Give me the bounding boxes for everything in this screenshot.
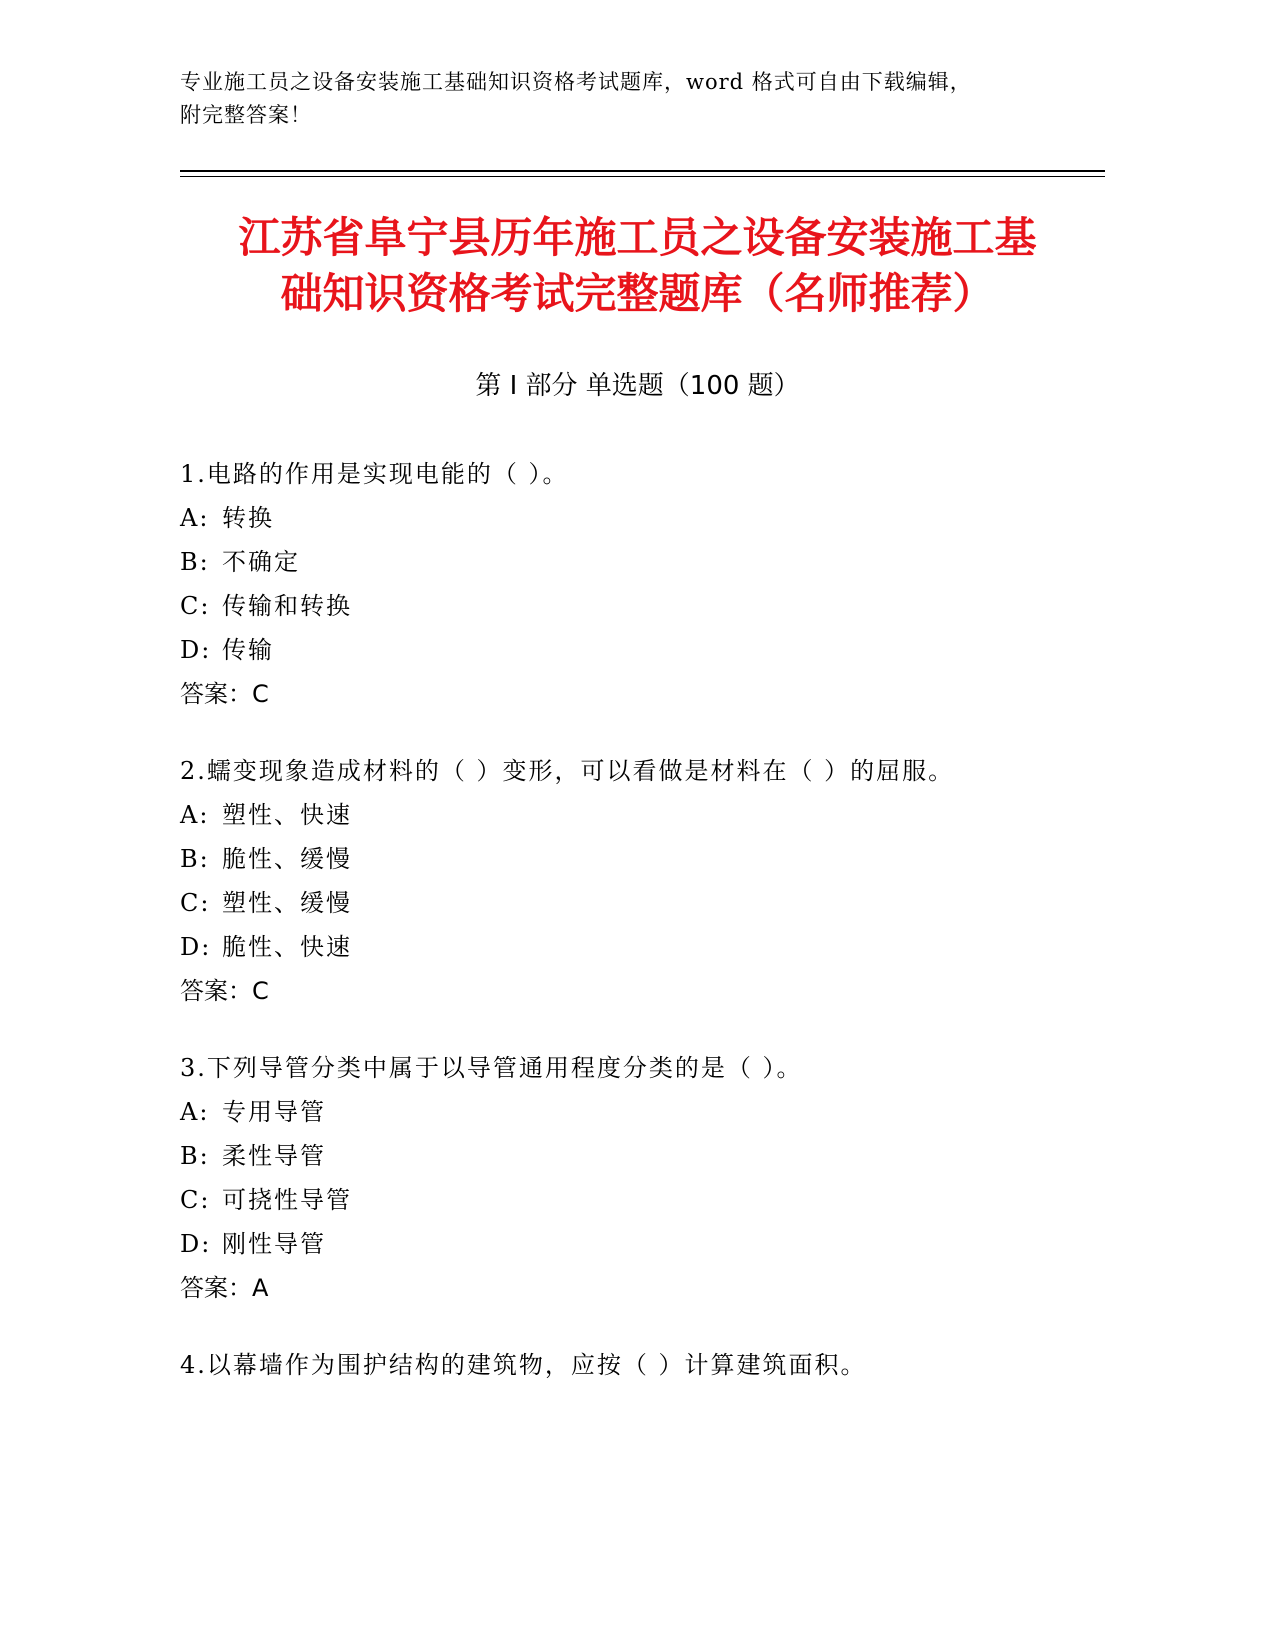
option-d bbox=[180, 628, 1120, 672]
option-key: B: bbox=[180, 845, 210, 873]
option-a bbox=[180, 496, 1120, 540]
option-a bbox=[180, 1090, 1120, 1134]
option-key: B: bbox=[180, 548, 210, 576]
header-divider-thick bbox=[180, 170, 1105, 172]
option-key: A: bbox=[180, 801, 210, 829]
option-key: D: bbox=[180, 933, 212, 961]
question-stem: 2.蠕变现象造成材料的（ ）变形，可以看做是材料在（ ）的屈服。 bbox=[180, 757, 955, 785]
option-text: 柔性导管 bbox=[222, 1142, 326, 1170]
option-b bbox=[180, 1134, 1120, 1178]
option-key: C: bbox=[180, 592, 211, 620]
question-list bbox=[180, 452, 1120, 1420]
header-note-line-1: 专业施工员之设备安装施工基础知识资格考试题库，word 格式可自由下载编辑， bbox=[180, 70, 972, 94]
question-stem: 3.下列导管分类中属于以导管通用程度分类的是（ ）。 bbox=[180, 1054, 803, 1082]
option-text: 塑性、缓慢 bbox=[222, 889, 352, 917]
option-text: 刚性导管 bbox=[222, 1230, 326, 1258]
question-2 bbox=[180, 749, 1120, 1013]
option-b bbox=[180, 540, 1120, 584]
answer-line: 答案：A bbox=[180, 1274, 269, 1302]
option-text: 塑性、快速 bbox=[222, 801, 352, 829]
document-title-line-1: 江苏省阜宁县历年施工员之设备安装施工基 bbox=[238, 213, 1037, 262]
section-title: 第 I 部分 单选题（100 题） bbox=[475, 371, 800, 401]
document-title bbox=[150, 210, 1125, 322]
option-c bbox=[180, 584, 1120, 628]
option-c bbox=[180, 881, 1120, 925]
header-note bbox=[180, 66, 1040, 132]
question-stem: 1.电路的作用是实现电能的（ ）。 bbox=[180, 460, 569, 488]
option-key: A: bbox=[180, 1098, 210, 1126]
option-d bbox=[180, 925, 1120, 969]
option-key: A: bbox=[180, 504, 210, 532]
question-3 bbox=[180, 1046, 1120, 1310]
option-key: C: bbox=[180, 1186, 211, 1214]
option-key: D: bbox=[180, 1230, 212, 1258]
header-note-line-2: 附完整答案！ bbox=[180, 103, 312, 127]
document-title-line-2: 础知识资格考试完整题库（名师推荐） bbox=[280, 269, 995, 318]
question-stem: 4.以幕墙作为围护结构的建筑物，应按（ ）计算建筑面积。 bbox=[180, 1351, 867, 1379]
option-key: D: bbox=[180, 636, 212, 664]
option-a bbox=[180, 793, 1120, 837]
answer-line: 答案：C bbox=[180, 680, 269, 708]
option-d bbox=[180, 1222, 1120, 1266]
option-key: B: bbox=[180, 1142, 210, 1170]
option-text: 转换 bbox=[222, 504, 274, 532]
option-key: C: bbox=[180, 889, 211, 917]
option-c bbox=[180, 1178, 1120, 1222]
answer-line: 答案：C bbox=[180, 977, 269, 1005]
option-text: 专用导管 bbox=[222, 1098, 326, 1126]
option-text: 脆性、快速 bbox=[222, 933, 352, 961]
option-text: 传输 bbox=[222, 636, 274, 664]
question-1 bbox=[180, 452, 1120, 716]
option-b bbox=[180, 837, 1120, 881]
option-text: 脆性、缓慢 bbox=[222, 845, 352, 873]
option-text: 传输和转换 bbox=[222, 592, 352, 620]
header-divider-thin bbox=[180, 176, 1105, 177]
option-text: 可挠性导管 bbox=[222, 1186, 352, 1214]
option-text: 不确定 bbox=[222, 548, 300, 576]
question-4 bbox=[180, 1343, 1120, 1387]
